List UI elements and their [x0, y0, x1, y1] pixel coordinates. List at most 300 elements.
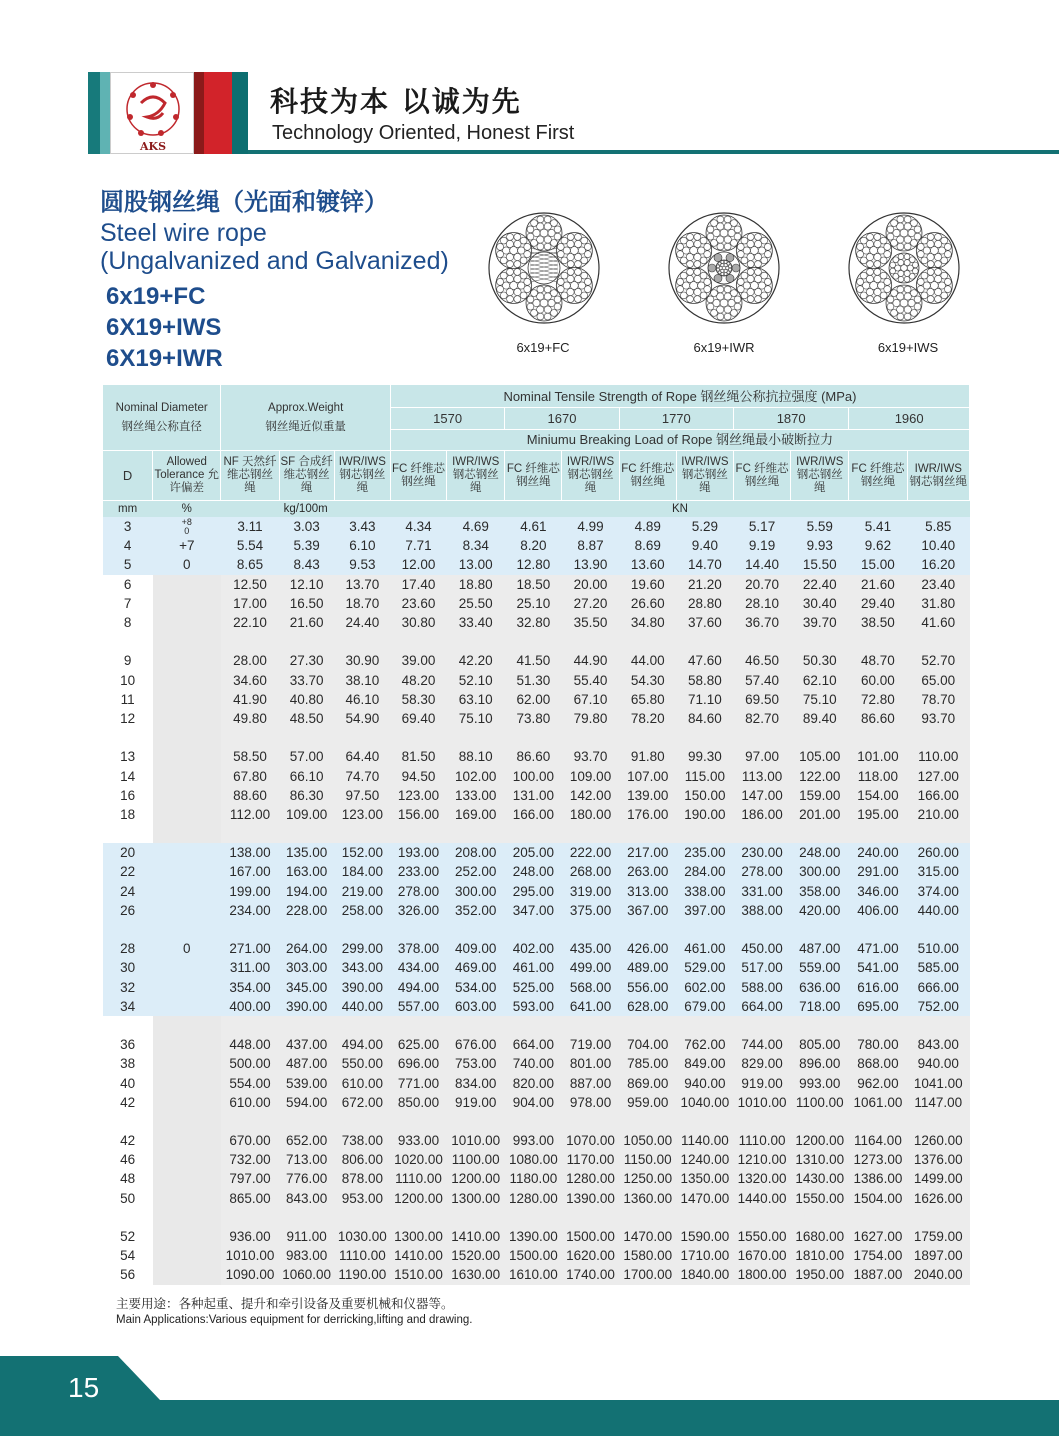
value-cell: 426.00	[619, 939, 676, 958]
value-cell: 78.20	[619, 709, 676, 728]
value-cell: 5.41	[849, 517, 907, 536]
tolerance-cell	[153, 958, 221, 977]
value-cell: 1010.00	[447, 1131, 505, 1150]
header-fc: FC 纤维芯钢丝绳	[619, 451, 676, 501]
value-cell: 94.50	[390, 766, 446, 785]
value-cell: 299.00	[334, 939, 390, 958]
value-cell: 152.00	[334, 843, 390, 862]
value-cell: 252.00	[447, 862, 505, 881]
value-cell: 46.10	[334, 690, 390, 709]
tolerance-zero: 0	[184, 525, 190, 536]
value-cell: 771.00	[390, 1073, 446, 1092]
tolerance-cell	[153, 882, 221, 901]
value-cell: 1376.00	[907, 1150, 969, 1169]
value-cell: 230.00	[733, 843, 790, 862]
table-row	[103, 882, 970, 901]
value-cell: 54.90	[334, 709, 390, 728]
value-cell: 801.00	[562, 1054, 619, 1073]
value-cell: 1504.00	[849, 1189, 907, 1208]
value-cell: 461.00	[676, 939, 733, 958]
value-cell: 27.20	[562, 594, 619, 613]
value-cell: 9.40	[676, 536, 733, 555]
tolerance-cell	[153, 709, 221, 728]
value-cell: 1680.00	[791, 1227, 849, 1246]
value-cell: 1410.00	[447, 1227, 505, 1246]
value-cell: 805.00	[791, 1035, 849, 1054]
tolerance-cell	[153, 766, 221, 785]
value-cell: 354.00	[221, 978, 279, 997]
tolerance-cell	[153, 690, 221, 709]
value-cell: 63.10	[447, 690, 505, 709]
value-cell: 25.50	[447, 594, 505, 613]
value-cell: 115.00	[676, 766, 733, 785]
value-cell: 86.60	[505, 747, 562, 766]
diameter-cell: 12	[120, 710, 136, 726]
value-cell: 30.90	[334, 651, 390, 670]
value-cell: 17.40	[390, 575, 446, 594]
value-cell: 525.00	[505, 978, 562, 997]
diameter-cell: 50	[120, 1190, 136, 1206]
value-cell: 166.00	[505, 805, 562, 824]
value-cell: 610.00	[334, 1073, 390, 1092]
unit-percent: %	[153, 501, 221, 518]
value-cell: 142.00	[562, 786, 619, 805]
value-cell: 7.71	[390, 536, 446, 555]
value-cell: 829.00	[733, 1054, 790, 1073]
value-cell: 54.30	[619, 671, 676, 690]
value-cell: 118.00	[849, 766, 907, 785]
value-cell: 517.00	[733, 958, 790, 977]
value-cell: 84.60	[676, 709, 733, 728]
value-cell: 74.70	[334, 766, 390, 785]
value-cell: 666.00	[907, 978, 969, 997]
value-cell: 300.00	[447, 882, 505, 901]
table-row	[103, 805, 970, 824]
value-cell: 346.00	[849, 882, 907, 901]
diameter-cell: 5	[103, 555, 153, 574]
value-cell: 510.00	[907, 939, 969, 958]
value-cell: 315.00	[907, 862, 969, 881]
value-cell: 39.00	[390, 651, 446, 670]
value-cell: 1310.00	[791, 1150, 849, 1169]
spacer-row	[103, 632, 970, 651]
value-cell: 210.00	[907, 805, 969, 824]
value-cell: 8.43	[279, 555, 334, 574]
value-cell: 205.00	[505, 843, 562, 862]
spacer-row	[103, 728, 970, 747]
table-row	[103, 613, 970, 632]
table-row	[103, 978, 970, 997]
diameter-cell: 11	[120, 691, 135, 707]
value-cell: 34.60	[221, 671, 279, 690]
value-cell: 30.80	[390, 613, 446, 632]
value-cell: 109.00	[562, 766, 619, 785]
value-cell: 26.60	[619, 594, 676, 613]
diameter-cell: 6	[123, 576, 132, 592]
value-cell: 434.00	[390, 958, 446, 977]
value-cell: 112.00	[221, 805, 279, 824]
value-cell: 86.60	[849, 709, 907, 728]
value-cell: 8.20	[505, 536, 562, 555]
value-cell: 1320.00	[733, 1169, 790, 1188]
table-row	[103, 786, 970, 805]
value-cell: 9.53	[334, 555, 390, 574]
unit-mm: mm	[103, 501, 153, 518]
value-cell: 57.00	[279, 747, 334, 766]
value-cell: 263.00	[619, 862, 676, 881]
value-cell: 785.00	[619, 1054, 676, 1073]
value-cell: 176.00	[619, 805, 676, 824]
table-row	[103, 862, 970, 881]
value-cell: 31.80	[907, 594, 969, 613]
value-cell: 780.00	[849, 1035, 907, 1054]
tolerance-cell	[153, 786, 221, 805]
header-nf: NF 天然纤维芯钢丝绳	[221, 451, 279, 501]
value-cell: 865.00	[221, 1189, 279, 1208]
value-cell: 58.80	[676, 671, 733, 690]
value-cell: 843.00	[907, 1035, 969, 1054]
diameter-cell: 22	[103, 862, 153, 881]
value-cell: 1010.00	[733, 1093, 790, 1112]
table-row	[103, 555, 970, 574]
value-cell: 3.03	[279, 517, 334, 536]
tolerance-cell	[153, 978, 221, 997]
value-cell: 69.40	[390, 709, 446, 728]
spacer-row	[103, 824, 970, 843]
value-cell: 184.00	[334, 862, 390, 881]
value-cell: 180.00	[562, 805, 619, 824]
tolerance-cell	[153, 651, 221, 670]
value-cell: 52.10	[447, 671, 505, 690]
header-tensile-strength: Nominal Tensile Strength of Rope 钢丝绳公称抗拉强度 (MPa)	[390, 385, 969, 408]
value-cell: 1590.00	[676, 1227, 733, 1246]
value-cell: 471.00	[849, 939, 907, 958]
value-cell: 199.00	[221, 882, 279, 901]
value-cell: 58.50	[221, 747, 279, 766]
table-row	[103, 1169, 970, 1188]
value-cell: 79.80	[562, 709, 619, 728]
value-cell: 1759.00	[907, 1227, 969, 1246]
value-cell: 1580.00	[619, 1246, 676, 1265]
diameter-cell: 24	[103, 882, 153, 901]
spacer-row	[103, 1112, 970, 1131]
value-cell: 1273.00	[849, 1150, 907, 1169]
value-cell: 167.00	[221, 862, 279, 881]
slogan-en: Technology Oriented, Honest First	[272, 122, 575, 144]
value-cell: 559.00	[791, 958, 849, 977]
value-cell: 268.00	[562, 862, 619, 881]
table-row	[103, 939, 970, 958]
value-cell: 752.00	[907, 997, 969, 1016]
diameter-cell: 46	[120, 1152, 136, 1168]
value-cell: 440.00	[334, 997, 390, 1016]
value-cell: 13.00	[447, 555, 505, 574]
value-cell: 75.10	[447, 709, 505, 728]
value-cell: 300.00	[791, 862, 849, 881]
value-cell: 20.00	[562, 575, 619, 594]
value-cell: 719.00	[562, 1035, 619, 1054]
header-iwr: IWR/IWS 钢芯钢丝绳	[676, 451, 733, 501]
value-cell: 1630.00	[447, 1265, 505, 1284]
value-cell: 4.99	[562, 517, 619, 536]
value-cell: 107.00	[619, 766, 676, 785]
value-cell: 13.70	[334, 575, 390, 594]
value-cell: 1090.00	[221, 1265, 279, 1284]
value-cell: 1164.00	[849, 1131, 907, 1150]
value-cell: 1040.00	[676, 1093, 733, 1112]
value-cell: 258.00	[334, 901, 390, 920]
value-cell: 48.70	[849, 651, 907, 670]
value-cell: 1810.00	[791, 1246, 849, 1265]
value-cell: 806.00	[334, 1150, 390, 1169]
value-cell: 248.00	[791, 843, 849, 862]
value-cell: 131.00	[505, 786, 562, 805]
value-cell: 51.30	[505, 671, 562, 690]
value-cell: 12.10	[279, 575, 334, 594]
value-cell: 10.40	[907, 536, 969, 555]
value-cell: 66.10	[279, 766, 334, 785]
spec-table	[102, 384, 970, 1285]
value-cell: 1700.00	[619, 1265, 676, 1284]
value-cell: 93.70	[562, 747, 619, 766]
value-cell: 1360.00	[619, 1189, 676, 1208]
value-cell: 1041.00	[907, 1073, 969, 1092]
value-cell: 163.00	[279, 862, 334, 881]
table-row	[103, 671, 970, 690]
value-cell: 1500.00	[505, 1246, 562, 1265]
slogan-cn: 科技为本 以诚为先	[270, 85, 522, 118]
value-cell: 568.00	[562, 978, 619, 997]
tolerance-cell	[153, 1169, 221, 1188]
value-cell: 1280.00	[505, 1189, 562, 1208]
value-cell: 166.00	[907, 786, 969, 805]
value-cell: 1020.00	[390, 1150, 446, 1169]
value-cell: 123.00	[334, 805, 390, 824]
value-cell: 30.40	[791, 594, 849, 613]
value-cell: 88.10	[447, 747, 505, 766]
value-cell: 409.00	[447, 939, 505, 958]
value-cell: 603.00	[447, 997, 505, 1016]
value-cell: 13.60	[619, 555, 676, 574]
value-cell: 378.00	[390, 939, 446, 958]
value-cell: 494.00	[334, 1035, 390, 1054]
value-cell: 28.10	[733, 594, 790, 613]
table-row	[103, 594, 970, 613]
value-cell: 1100.00	[791, 1093, 849, 1112]
diameter-cell: 40	[120, 1075, 136, 1091]
value-cell: 636.00	[791, 978, 849, 997]
table-row	[103, 1150, 970, 1169]
value-cell: 1550.00	[791, 1189, 849, 1208]
value-cell: 1100.00	[447, 1150, 505, 1169]
value-cell: 135.00	[279, 843, 334, 862]
value-cell: 260.00	[907, 843, 969, 862]
diameter-cell: 36	[120, 1037, 136, 1053]
value-cell: 1430.00	[791, 1169, 849, 1188]
footer-band	[0, 1400, 1059, 1436]
value-cell: 40.80	[279, 690, 334, 709]
value-cell: 159.00	[791, 786, 849, 805]
value-cell: 55.40	[562, 671, 619, 690]
diameter-cell: 26	[103, 901, 153, 920]
value-cell: 993.00	[505, 1131, 562, 1150]
value-cell: 776.00	[279, 1169, 334, 1188]
value-cell: 1887.00	[849, 1265, 907, 1284]
value-cell: 48.20	[390, 671, 446, 690]
value-cell: 219.00	[334, 882, 390, 901]
value-cell: 978.00	[562, 1093, 619, 1112]
tolerance-cell	[153, 1189, 221, 1208]
value-cell: 22.40	[791, 575, 849, 594]
table-row	[103, 709, 970, 728]
value-cell: 1210.00	[733, 1150, 790, 1169]
value-cell: 89.40	[791, 709, 849, 728]
rope-diagram-iws	[846, 210, 962, 326]
header-iwr: IWR/IWS 钢芯钢丝绳	[447, 451, 505, 501]
product-title-cn: 圆股钢丝绳（光面和镀锌）	[100, 188, 388, 216]
value-cell: 12.50	[221, 575, 279, 594]
table-row	[103, 766, 970, 785]
value-cell: 1250.00	[619, 1169, 676, 1188]
value-cell: 390.00	[279, 997, 334, 1016]
value-cell: 313.00	[619, 882, 676, 901]
value-cell: 1386.00	[849, 1169, 907, 1188]
value-cell: 195.00	[849, 805, 907, 824]
diameter-cell: 10	[120, 672, 136, 688]
value-cell: 81.50	[390, 747, 446, 766]
value-cell: 18.80	[447, 575, 505, 594]
value-cell: 13.90	[562, 555, 619, 574]
value-cell: 628.00	[619, 997, 676, 1016]
value-cell: 448.00	[221, 1035, 279, 1054]
value-cell: 4.89	[619, 517, 676, 536]
header-fc: FC 纤维芯钢丝绳	[733, 451, 790, 501]
value-cell: 374.00	[907, 882, 969, 901]
value-cell: 295.00	[505, 882, 562, 901]
value-cell: 21.60	[849, 575, 907, 594]
value-cell: 494.00	[390, 978, 446, 997]
value-cell: 9.62	[849, 536, 907, 555]
value-cell: 1010.00	[221, 1246, 279, 1265]
tolerance-cell	[153, 1073, 221, 1092]
value-cell: 500.00	[221, 1054, 279, 1073]
value-cell: 588.00	[733, 978, 790, 997]
header-tolerance: Allowed Tolerance 允许偏差	[153, 451, 221, 501]
value-cell: 27.30	[279, 651, 334, 670]
value-cell: 150.00	[676, 786, 733, 805]
diameter-cell: 16	[120, 787, 136, 803]
value-cell: 358.00	[791, 882, 849, 901]
value-cell: 5.85	[907, 517, 969, 536]
table-row	[103, 843, 970, 862]
value-cell: 32.80	[505, 613, 562, 632]
value-cell: 67.10	[562, 690, 619, 709]
value-cell: 133.00	[447, 786, 505, 805]
value-cell: 1620.00	[562, 1246, 619, 1265]
value-cell: 154.00	[849, 786, 907, 805]
value-cell: 402.00	[505, 939, 562, 958]
value-cell: 1190.00	[334, 1265, 390, 1284]
tolerance-plus: +8	[181, 516, 192, 527]
value-cell: 113.00	[733, 766, 790, 785]
value-cell: 594.00	[279, 1093, 334, 1112]
value-cell: 959.00	[619, 1093, 676, 1112]
header-iwr: IWR/IWS 钢芯钢丝绳	[562, 451, 619, 501]
tolerance-cell	[153, 517, 221, 536]
value-cell: 138.00	[221, 843, 279, 862]
value-cell: 550.00	[334, 1054, 390, 1073]
value-cell: 139.00	[619, 786, 676, 805]
table-row	[103, 536, 970, 555]
value-cell: 1180.00	[505, 1169, 562, 1188]
value-cell: 3.43	[334, 517, 390, 536]
value-cell: 868.00	[849, 1054, 907, 1073]
table-row	[103, 1054, 970, 1073]
company-logo	[110, 72, 194, 154]
tolerance-cell	[153, 1131, 221, 1150]
value-cell: 435.00	[562, 939, 619, 958]
value-cell: 664.00	[733, 997, 790, 1016]
value-cell: 1500.00	[562, 1227, 619, 1246]
spacer-row	[103, 920, 970, 939]
value-cell: 234.00	[221, 901, 279, 920]
header-iwr: IWR/IWS 钢芯钢丝绳	[907, 451, 969, 501]
value-cell: 539.00	[279, 1073, 334, 1092]
value-cell: 713.00	[279, 1150, 334, 1169]
tolerance-cell: +7	[153, 536, 221, 555]
table-row	[103, 1073, 970, 1092]
value-cell: 169.00	[447, 805, 505, 824]
value-cell: 101.00	[849, 747, 907, 766]
diameter-cell: 28	[103, 939, 153, 958]
value-cell: 437.00	[279, 1035, 334, 1054]
diameter-cell: 42	[120, 1133, 136, 1149]
diameter-cell: 7	[123, 595, 132, 611]
value-cell: 16.50	[279, 594, 334, 613]
value-cell: 8.65	[221, 555, 279, 574]
value-cell: 278.00	[390, 882, 446, 901]
page-number: 15	[68, 1372, 100, 1403]
table-row	[103, 958, 970, 977]
value-cell: 97.00	[733, 747, 790, 766]
table-row	[103, 651, 970, 670]
value-cell: 1147.00	[907, 1093, 969, 1112]
value-cell: 24.40	[334, 613, 390, 632]
tolerance-cell	[153, 901, 221, 920]
value-cell: 14.40	[733, 555, 790, 574]
value-cell: 21.20	[676, 575, 733, 594]
tolerance-cell	[153, 1054, 221, 1073]
value-cell: 8.69	[619, 536, 676, 555]
value-cell: 36.70	[733, 613, 790, 632]
value-cell: 390.00	[334, 978, 390, 997]
value-cell: 190.00	[676, 805, 733, 824]
value-cell: 744.00	[733, 1035, 790, 1054]
value-cell: 105.00	[791, 747, 849, 766]
value-cell: 1626.00	[907, 1189, 969, 1208]
value-cell: 291.00	[849, 862, 907, 881]
value-cell: 440.00	[907, 901, 969, 920]
tolerance-cell: 0	[153, 939, 221, 958]
header-nominal-diameter: Nominal Diameter 钢丝绳公称直径	[103, 385, 221, 451]
spacer-row	[103, 1208, 970, 1227]
value-cell: 1499.00	[907, 1169, 969, 1188]
value-cell: 25.10	[505, 594, 562, 613]
value-cell: 41.90	[221, 690, 279, 709]
value-cell: 78.70	[907, 690, 969, 709]
value-cell: 15.50	[791, 555, 849, 574]
value-cell: 1800.00	[733, 1265, 790, 1284]
